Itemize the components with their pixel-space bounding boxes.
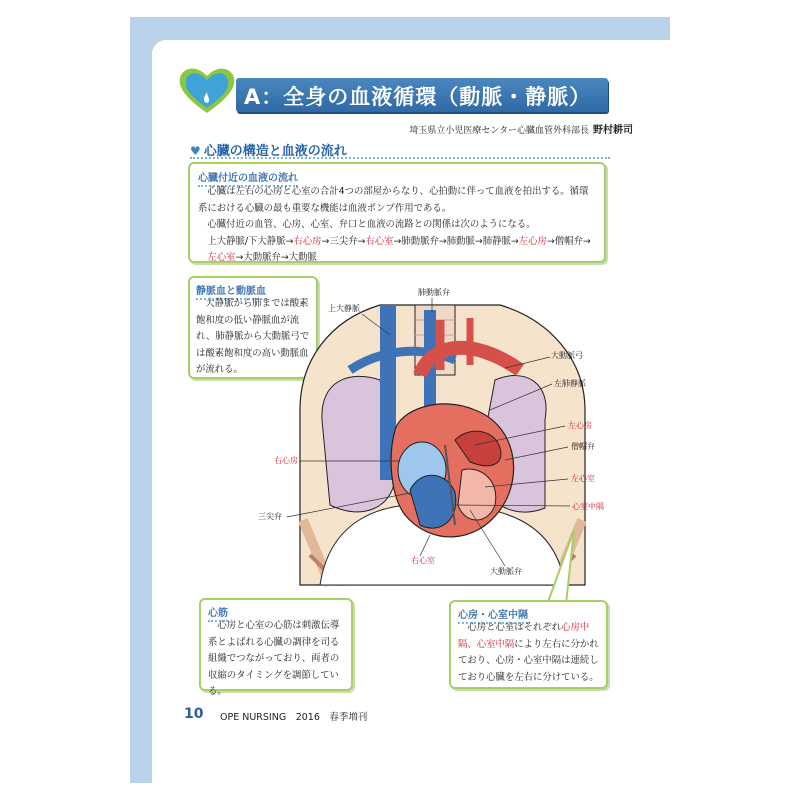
publication-name: OPE NURSING 2016 春季増刊 (220, 712, 368, 723)
flow-step: 左心室 (207, 252, 236, 263)
label-aortic-valve: 大動脈弁 (490, 567, 522, 576)
flow-step: →大動脈弁→大動脈 (235, 252, 317, 263)
label-aortic-arch: 大動脈弓 (551, 351, 583, 360)
label-superior-vena-cava: 上大静脈 (328, 304, 360, 313)
blood-box-text: 大静脈から肺までは酸素飽和度の低い静脈血が流れ、肺静脈から大動脈弓では酸素飽和度の高い動脈血が流れる。 (196, 298, 310, 375)
myocardium-box-title: 心筋 (208, 604, 228, 622)
page-title: A：全身の血液循環（動脈・静脈） (244, 85, 592, 109)
septum-text-part: により左右に分かれており、心房・心室中隔は連続しており心臓を左右に分けている。 (458, 638, 599, 683)
flow-step: 右心室 (365, 235, 394, 247)
label-mitral-valve: 僧帽弁 (571, 442, 595, 451)
flow-step: 上大静脈/下大静脈→ (207, 235, 294, 247)
label-left-ventricle: 左心室 (571, 474, 595, 483)
septum-text-part: 心房と心室はそれぞれ (467, 622, 562, 633)
page-number: 10 (184, 706, 204, 722)
flow-step: →肺動脈弁→肺動脈→肺静脈→ (393, 235, 519, 247)
label-tricuspid-valve: 三尖弁 (258, 512, 282, 521)
section-heading-text: 心臓の構造と血液の流れ (203, 144, 347, 159)
flow-step: →僧帽弁→ (546, 235, 591, 247)
author-affiliation: 埼玉県立小児医療センター心臓血管外科部長 (409, 126, 589, 136)
septum-text-part: 心房中隔、心室中隔 (458, 622, 590, 650)
blood-box-title: 静脈血と動脈血 (196, 282, 266, 300)
flow-step: 左心房 (518, 235, 547, 247)
heart-icon: ♥ (190, 144, 201, 158)
label-left-pulmonary-vein: 左肺静脈 (554, 379, 586, 388)
flow-paragraph-1: 心臓は左右の心房と心室の合計4つの部屋からなり、心拍動に伴って血液を拍出する。循環系における心臓の最も重要な機能は血液ポンプ作用である。 (198, 186, 589, 214)
label-right-atrium: 右心房 (274, 456, 298, 465)
septum-box-title: 心房・心室中隔 (458, 606, 528, 624)
myocardium-box-text: 心房と心室の心筋は刺激伝導系とよばれる心臓の調律を司る組織でつながっており、両者の収縮のタイミングを調節している。 (208, 620, 340, 697)
author-name: 野村耕司 (593, 125, 633, 136)
label-right-ventricle: 右心室 (411, 556, 435, 565)
flow-box-title: 心臓付近の血液の流れ (198, 169, 298, 187)
label-ventricular-septum: 心室中隔 (572, 502, 604, 511)
flow-paragraph-2: 心臓付近の血管、心房、心室、弁口と血液の流路との関係は次のようになる。 (207, 219, 536, 230)
label-pulmonary-valve: 肺動脈弁 (418, 288, 450, 297)
septum-box-text (458, 620, 600, 686)
label-left-atrium: 左心房 (568, 421, 592, 430)
flow-step: 右心房 (293, 235, 322, 247)
flow-step: →三尖弁→ (321, 235, 366, 247)
